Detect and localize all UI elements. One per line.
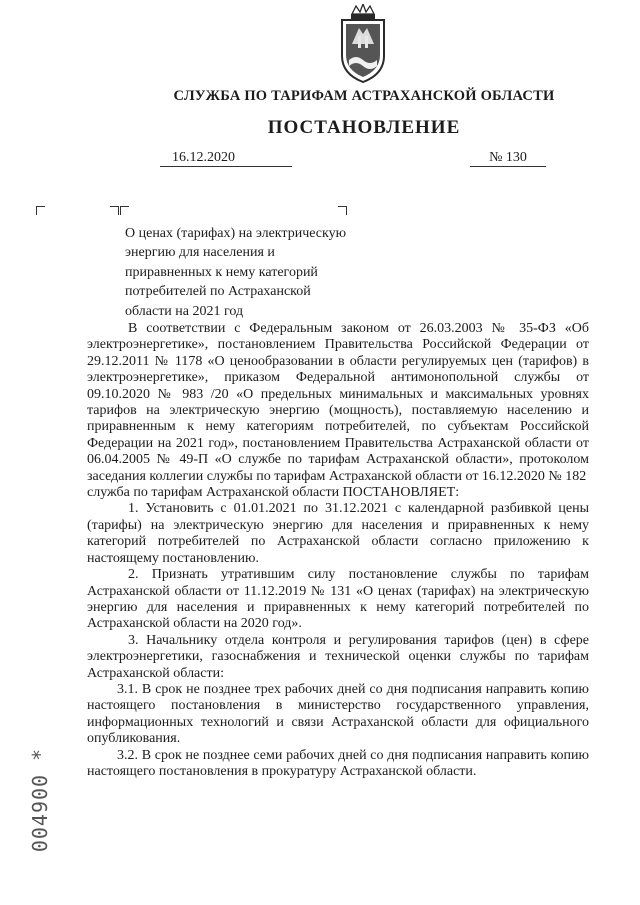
document-type-heading: ПОСТАНОВЛЕНИЕ [267, 117, 461, 138]
item-3-paragraph: 3. Начальнику отдела контроля и регулирования тарифов (цен) в сфере электроэнергетики, газоснабжения и технической оценки службы по тарифам Астраханской области: [87, 632, 589, 681]
document-number: № 130 [470, 150, 546, 167]
margin-corner-mark [338, 206, 347, 215]
coat-of-arms-emblem [336, 4, 390, 84]
margin-corner-mark [110, 206, 119, 215]
resolution-clause: служба по тарифам Астраханской области ПОСТАНОВЛЯЕТ: [87, 485, 460, 501]
item-3-1-paragraph: 3.1. В срок не позднее трех рабочих дней со дня подписания направить копию настоящего постановления в министерство государственного управления, информационных технологий и связи Астраханской области для официального опубликования. [87, 681, 589, 747]
item-3-2-paragraph: 3.2. В срок не позднее семи рабочих дней со дня подписания направить копию настоящего постановления в прокуратуру Астраханской области. [87, 747, 589, 779]
document-date: 16.12.2020 [160, 150, 292, 167]
organization-title: СЛУЖБА ПО ТАРИФАМ АСТРАХАНСКОЙ ОБЛАСТИ [173, 88, 555, 104]
document-body [87, 321, 589, 780]
serial-number-text: 004900 * [28, 747, 52, 853]
item-1-paragraph: 1. Установить с 01.01.2021 по 31.12.2021 с календарной разбивкой цены (тарифы) на электрическую энергию для населения и приравненных к нему категорий потребителей по Астраханской области согласно приложению к настоящему постановлению. [87, 501, 589, 566]
item-2-paragraph: 2. Признать утратившим силу постановление службы по тарифам Астраханской области от 11.12.2019 № 131 «О ценах (тарифах) на электрическую энергию для населения и приравненных к нему категорий потребителей по Астраханской области на 2020 год». [87, 567, 589, 632]
serial-number-stamp [20, 738, 60, 862]
margin-corner-mark [120, 206, 129, 215]
preamble-paragraph: В соответствии с Федеральным законом от 26.03.2003 № 35-ФЗ «Об электроэнергетике», постановлением Правительства Российской Федерации от 29.12.2011 № 1178 «О ценообразовании в области регулируемых цен (тарифов) в электроэнергетике», приказом Федеральной антимонопольной службы от 09.10.2020 № 983 /20 «О предельных минимальных и максимальных уровнях тарифов на электрическую энергию (мощность), поставляемую населению и приравненным к нему категориям потребителей, по субъектам Российской Федерации на 2021 год», постановлением Правительства Астраханской области от 06.04.2005 № 49-П «О службе по тарифам Астраханской области», протоколом заседания коллегии службы по тарифам Астраханской области от 16.12.2020 № 182 [87, 321, 589, 484]
margin-corner-mark [36, 206, 45, 215]
document-subject: О ценах (тарифах) на электрическую энергию для населения и приравненных к нему категорий потребителей по Астраханской области на 2021 год [125, 226, 347, 319]
